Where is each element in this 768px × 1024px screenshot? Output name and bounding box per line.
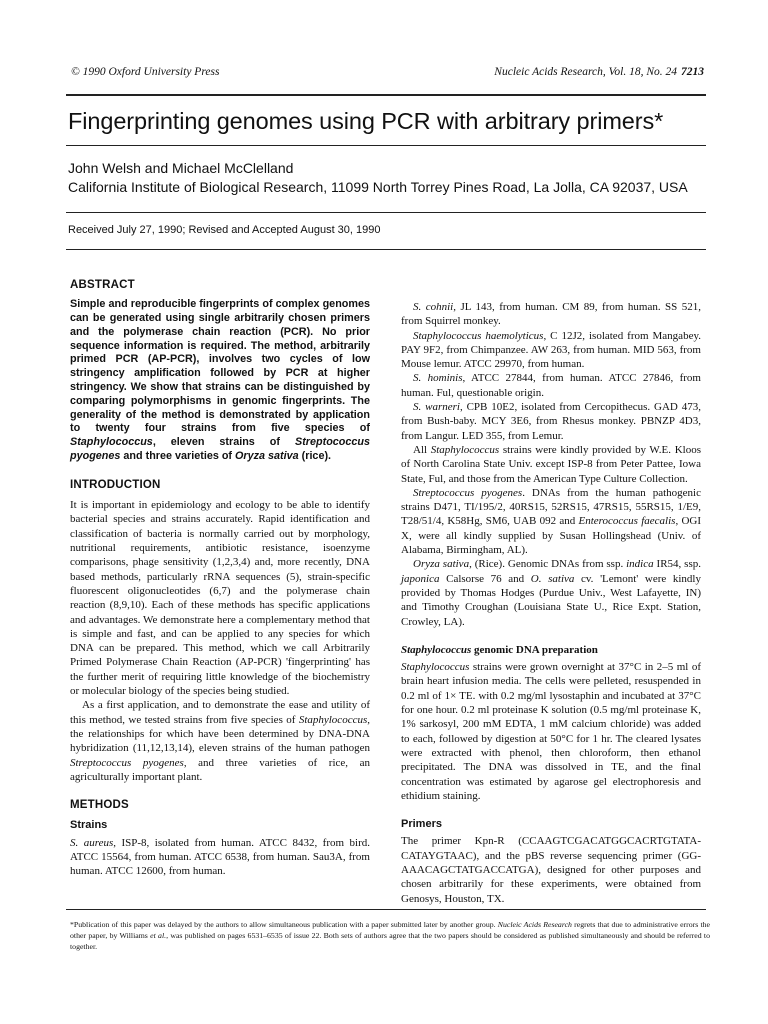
title-rule <box>66 145 706 146</box>
left-column <box>70 278 370 879</box>
s-haemolyticus-strains: Staphylococcus haemolyticus, C 12J2, isolated from Mangabey. PAY 9F2, from Chimpanzee. AW 263, from human. MID 563, from Mouse lemur. ATCC 29970, from human. <box>401 329 701 371</box>
journal-citation: Nucleic Acids Research, Vol. 18, No. 24 <box>494 66 677 78</box>
running-header <box>494 66 704 78</box>
s-warneri-strains: S. warneri, CPB 10E2, isolated from Cercopithecus. GAD 473, from Bush-baby. MCY 3E6, from Rhesus monkey. PBNZP 4D3, from Langur. LED 355, from Lemur. <box>401 401 701 442</box>
abstract-text: Simple and reproducible fingerprints of complex genomes can be generated using single arbitrarily chosen primers and the polymerase chain reaction (PCR). No prior sequence information is required. The method, arbitrarily primed PCR (AP-PCR), involves two cycles of low stringency amplification followed by PCR at higher stringency. We show that strains can be distinguished by comparing polymorphisms in genomic fingerprints. The generality of the method is demonstrated by application to twenty four strains from five species of Staphylococcus, eleven strains of Streptococcus pyogenes and three varieties of Oryza sativa (rice). <box>70 298 370 463</box>
dates-rule <box>66 249 706 250</box>
methods-heading: METHODS <box>70 799 129 812</box>
affiliation: California Institute of Biological Research, 11099 North Torrey Pines Road, La Jolla, CA 92037, USA <box>68 179 688 195</box>
footnote-rule <box>66 909 706 910</box>
affiliation-rule <box>66 212 706 213</box>
s-aureus-strains: S. aureus, ISP-8, isolated from human. ATCC 8432, from bird. ATCC 15564, from human. ATCC 6538, from human. Sau3A, from human. ATCC 12600, from human. <box>70 836 370 878</box>
right-column <box>401 300 701 906</box>
strain-source-note: All Staphylococcus strains were kindly provided by W.E. Kloos of North Carolina State Univ. except ISP-8 from Peter Pattee, Iowa State, Ful, and those from the American Type Culture Collection. <box>401 443 701 485</box>
copyright-line: © 1990 Oxford University Press <box>71 66 220 78</box>
primers-subheading: Primers <box>401 818 442 831</box>
introduction-heading: INTRODUCTION <box>70 478 161 491</box>
dna-preparation-heading: Staphylococcus genomic DNA preparation <box>401 643 598 656</box>
s-cohnii-strains: S. cohnii, JL 143, from human. CM 89, from human. SS 521, from Squirrel monkey. <box>401 301 701 328</box>
author-list: John Welsh and Michael McClelland <box>68 160 294 176</box>
dna-preparation-text: Staphylococcus strains were grown overnight at 37°C in 2–5 ml of brain heart infusion media. The cells were pelleted, resuspended in 0.2 ml of 1× TE. with 0.2 mg/ml lysostaphin and incubated at 37°C for one hour. 0.2 ml proteinase K solution (0.5 mg/ml proteinase K, 1% sarkosyl, 200 mM EDTA, 1 mM calcium chloride) was added to each, followed by digestion at 50°C for 1 hr. The cleared lysates were extracted with phenol, then chloroform, then ethanol precipitated. The DNA was dissolved in TE, and the final concentration was estimated by agarose gel electrophoresis and ethidium staining. <box>401 661 701 802</box>
page-number: 7213 <box>681 66 704 78</box>
primers-text: The primer Kpn-R (CCAAGTCGACATGGCACRTGTATA-CATAYGTAAC), and the pBS reverse sequencing primer (GG-AAACAGCTATGACCATGA), designed for other purposes and chosen arbitrarily for these experiments, were obtained from Genosys, Houston, TX. <box>401 835 701 905</box>
oryza-strains: Oryza sativa, (Rice). Genomic DNAs from ssp. indica IR54, ssp. japonica Calsorse 76 and O. sativa cv. 'Lemont' were kindly provided by Thomas Hodges (Purdue Univ., West Lafayette, IN) and Timothy Croughan (Louisiana State U., Rice Expt. Station, Crowley, LA). <box>401 558 701 628</box>
s-hominis-strains: S. hominis, ATCC 27844, from human. ATCC 27846, from human. Ful, questionable origin. <box>401 372 701 399</box>
introduction-paragraph-2: As a first application, and to demonstrate the ease and utility of this method, we tested strains from five species of Staphylococcus, the relationships for which have been determined by DNA-DNA hybridization (11,12,13,14), eleven strains of the human pathogen Streptococcus pyogenes, and three varieties of rice, an agriculturally important plant. <box>70 699 370 783</box>
header-rule <box>66 94 706 96</box>
strains-subheading: Strains <box>70 819 108 832</box>
received-dates: Received July 27, 1990; Revised and Accepted August 30, 1990 <box>68 224 381 236</box>
streptococcus-strains: Streptococcus pyogenes. DNAs from the human pathogenic strains D471, TI/195/2, 40RS15, 52RS15, 47RS15, 55RS15, 1/E9, T28/51/4, K58Hg, SM6, UAB 092 and Enterococcus faecalis, OGI X, were all kindly supplied by Susan Hollingshead (Univ. of Alabama, Birmingham, AL). <box>401 486 701 557</box>
footnote: *Publication of this paper was delayed by the authors to allow simultaneous publication with a paper submitted later by another group. Nucleic Acids Research regrets that due to administrative errors the other paper, by Williams et al., was published on pages 6531–6535 of issue 22. Both sets of authors agree that the two papers should be considered as published simultaneously and should be referred to together. <box>70 920 711 951</box>
introduction-paragraph-1: It is important in epidemiology and ecology to be able to identify bacterial species and strains accurately. Rapid identification and classification of bacteria is normally carried out by morphology, nutritional requirements, antibiotic resistance, isoenzyme comparisons, phage sensitivity (1,2,3,4) and, more recently, DNA based methods, particularly rRNA sequences (5), strain-specific fluorescent oligonucleotides (6,7) and the polymerase chain reaction (8,9,10). Each of these methods has specific applications and advantages. We demonstrate here a complementary method that is simple and fast, and can be applied to any species for which DNA can be prepared. This method, which we call Arbitrarily Primed Polymerase Chain Reaction (AP-PCR) 'fingerprinting' has the further merit of requiring little knowledge of the biochemistry or molecular biology of the species being studied. <box>70 499 370 698</box>
article-title: Fingerprinting genomes using PCR with arbitrary primers* <box>68 108 664 134</box>
abstract-heading: ABSTRACT <box>70 279 135 291</box>
